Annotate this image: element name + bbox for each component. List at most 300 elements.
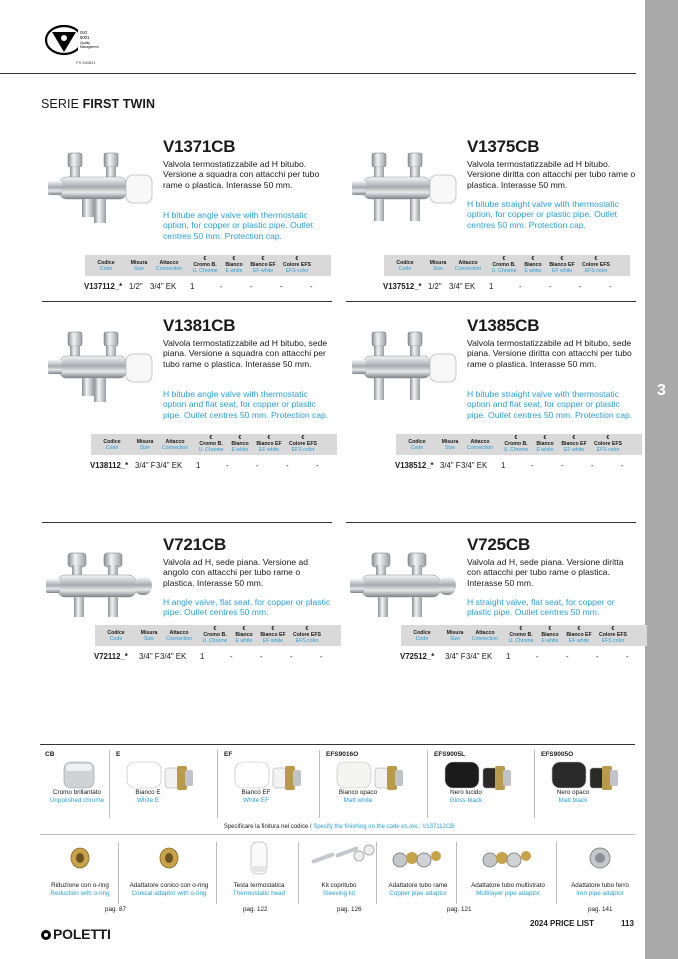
euro-symbol: € (543, 435, 547, 441)
product-description-en: H bitube straight valve with thermostatic option and flat seat, for copper or plastic pipe. Outlet centres 50 mm. Protection cap. (467, 389, 633, 420)
table-cell: 3/4" EK (461, 461, 488, 470)
finish-option (538, 748, 646, 818)
table-cell: 1 (506, 652, 511, 661)
table-cell: - (230, 652, 233, 661)
table-cell: - (549, 282, 552, 291)
euro-symbol: € (577, 626, 581, 632)
product-card (346, 535, 636, 708)
accessory-label (300, 882, 378, 897)
header-label-it: Bianco EF (256, 441, 282, 447)
header-label-en: Code (398, 266, 412, 272)
header-label-en: EF white (252, 268, 274, 274)
header-label-it: Bianco EF (250, 262, 276, 268)
finish-code: EFS9005O (541, 751, 574, 758)
header-label-en: Size (133, 266, 145, 272)
finish-separator (217, 750, 218, 818)
accessory-separator (298, 842, 299, 904)
page-reference: pag. 126 (337, 906, 362, 913)
header-label-en: Connection (155, 266, 183, 272)
header-label-it: Cromo B. (509, 632, 533, 638)
header-label-en: Connection (466, 445, 494, 451)
accessory-label-it: Adattatore tubo multistrato (471, 882, 545, 889)
header-label-en: EFS color (596, 447, 620, 453)
table-header-cell (532, 434, 558, 453)
table-cell: - (591, 461, 594, 470)
table-cell: 1 (489, 282, 494, 291)
header-label-en: E white (541, 638, 559, 644)
header-label-en: E white (536, 447, 554, 453)
header-label-en: Connection (471, 636, 499, 642)
header-label-en: U. Chrome (198, 447, 224, 453)
table-header-cell (137, 625, 161, 642)
table-header-cell (563, 625, 595, 644)
accessory-separator (456, 842, 457, 904)
accessory-item (378, 838, 458, 910)
table-header-cell (488, 255, 520, 274)
header-label-en: EF white (563, 447, 585, 453)
table-header-cell (462, 434, 498, 451)
spec-note-it: Specificare la finitura nel codice / (223, 824, 314, 830)
table-cell: - (320, 652, 323, 661)
euro-symbol: € (514, 435, 518, 441)
finish-label (538, 789, 608, 804)
header-label-it: Attacco (458, 260, 478, 266)
table-header-cell (450, 255, 486, 272)
header-label-en: EFS color (285, 268, 309, 274)
table-cell: - (290, 652, 293, 661)
accessory-label (558, 882, 642, 897)
table-cell: - (609, 282, 612, 291)
header-label-en: E white (231, 447, 249, 453)
product-description-it: Valvola termostatizzabile ad H bitubo, sede piana. Versione a squadra con attacchi per tubo rame o plastica. Interasse 50 mm. (163, 338, 328, 369)
table-cell: - (566, 652, 569, 661)
product-description-en: H bitube angle valve with thermostatic option and flat seat, for copper or plastic pipe. Outlet centres 50 mm. Protection cap. (163, 389, 329, 420)
header-label-it: Attacco (159, 260, 179, 266)
euro-symbol: € (548, 626, 552, 632)
header-label-it: Colore EFS (599, 632, 627, 638)
svg-text:ISO: ISO (80, 30, 88, 35)
header-label-en: U. Chrome (503, 447, 529, 453)
table-cell: V138112_* (90, 461, 129, 470)
table-header-cell (285, 434, 321, 453)
finish-option (113, 748, 221, 818)
product-code: V725CB (467, 535, 531, 554)
page-reference: pag. 121 (447, 906, 472, 913)
header-label-en: U. Chrome (192, 268, 218, 274)
accessory-label-it: Riduzione con o-ring (51, 882, 109, 889)
svg-text:Management: Management (80, 45, 99, 49)
header-label-it: Cromo B. (504, 441, 528, 447)
finish-separator (427, 750, 428, 818)
table-header-cell (95, 625, 137, 642)
product-description-en: H bitube angle valve with thermostatic option, for copper or plastic pipe. Outlet centres 50 mm. Protection cap. (163, 210, 313, 241)
accessory-separator (216, 842, 217, 904)
table-header-cell (199, 625, 231, 644)
table-cell: 1/2" (428, 282, 442, 291)
accessory-image (40, 840, 120, 880)
table-cell: 1 (196, 461, 201, 470)
finish-code: CB (45, 751, 55, 758)
table-header-cell (279, 255, 315, 274)
finish-label (113, 789, 183, 804)
finish-label-en: White E (136, 796, 160, 804)
table-cell: 3/4" EK (150, 282, 177, 291)
finish-label-it: Bianco opaco (338, 789, 378, 796)
header-label-it: Bianco EF (561, 441, 587, 447)
header-label-en: Connection (165, 636, 193, 642)
table-header-cell (161, 625, 197, 642)
cert-badge-icon (44, 22, 106, 60)
finish-spec-note (0, 824, 678, 830)
accessory-item (300, 838, 378, 910)
accessory-item (218, 838, 300, 910)
finish-label (431, 789, 501, 804)
price-table-header (384, 255, 630, 276)
accessory-label-en: Sleeving kit (322, 889, 356, 897)
header-label-it: Misura (441, 439, 459, 445)
accessory-item (558, 838, 642, 910)
table-header-cell (578, 255, 614, 274)
euro-symbol: € (238, 435, 242, 441)
table-header-cell (438, 434, 462, 451)
product-description-en: H angle valve, flat seat, for copper or plastic pipe. Outlet centres 50 mm. (163, 597, 331, 618)
header-label-it: Codice (408, 439, 426, 445)
accessory-label-en: Conical adaptor with o-ring (131, 889, 207, 897)
header-label-en: E white (225, 268, 243, 274)
product-description-it: Valvola termostatizzabile ad H bitubo, sede piana. Versione diritta con attacchi per tubo rame o plastica. Interasse 50 mm. (467, 338, 632, 369)
header-label-it: Attacco (165, 439, 185, 445)
table-cell: - (531, 461, 534, 470)
table-header-cell (253, 434, 285, 453)
table-header-cell (157, 434, 193, 451)
product-card (42, 535, 332, 708)
euro-symbol: € (594, 256, 598, 262)
table-header-cell (91, 434, 133, 451)
header-label-it: Bianco (541, 632, 559, 638)
table-cell: - (626, 652, 629, 661)
header-label-it: Attacco (470, 439, 490, 445)
euro-symbol: € (232, 256, 236, 262)
header-label-it: Codice (97, 260, 115, 266)
accessory-label-en: Multilayer pipe adaptor (476, 889, 540, 897)
accessory-label-it: Adattatore tubo rame (388, 882, 448, 889)
product-description-it: Valvola ad H, sede piana. Versione ad angolo con attacchi per tubo rame o plastica. Interasse 50 mm. (163, 557, 309, 588)
product-code: V721CB (163, 535, 227, 554)
table-header-cell (189, 255, 221, 274)
finish-separator (109, 750, 110, 818)
header-label-en: Connection (454, 266, 482, 272)
header-label-it: Bianco (225, 262, 243, 268)
table-cell: - (280, 282, 283, 291)
table-cell: V137112_* (84, 282, 123, 291)
page-number: 113 (621, 919, 634, 928)
finish-label-it: Bianco EF (241, 789, 271, 796)
table-header-cell (221, 255, 247, 274)
header-label-it: Bianco EF (549, 262, 575, 268)
table-cell: - (256, 461, 259, 470)
accessory-label-en: Thermostatic head (232, 889, 286, 897)
svg-text:Quality: Quality (80, 41, 90, 45)
euro-symbol: € (261, 256, 265, 262)
euro-symbol: € (560, 256, 564, 262)
accessory-label-it: Adattatore tubo ferro (571, 882, 629, 889)
header-label-it: Bianco (231, 441, 249, 447)
series-prefix: SERIE (41, 97, 83, 111)
product-code: V1385CB (467, 316, 540, 335)
product-description-it: Valvola ad H, sede piana. Versione diritta con attacchi per tubo rame o plastica. Interasse 50 mm. (467, 557, 624, 588)
spec-note-en: Specify the finishing on the code es./ex.: V137112CB (313, 824, 455, 830)
finish-label-it: Cromo brillantato (53, 789, 101, 796)
finish-code: EFS9005L (434, 751, 466, 758)
accessory-label (458, 882, 558, 897)
finish-code: E (116, 751, 121, 758)
header-label-it: Colore EFS (283, 262, 311, 268)
table-cell: - (596, 652, 599, 661)
brand-mark-icon (41, 930, 51, 940)
header-label-en: EF white (262, 638, 284, 644)
header-label-it: Codice (413, 630, 431, 636)
table-cell: 1 (190, 282, 195, 291)
header-label-it: Cromo B. (203, 632, 227, 638)
series-title (41, 97, 155, 111)
brand-logo (41, 926, 111, 942)
accessory-label-en: Copper pipe adaptor (389, 889, 447, 897)
accessories-divider (40, 834, 635, 835)
accessory-label (120, 882, 218, 897)
header-label-it: Bianco (524, 262, 542, 268)
header-label-en: Code (109, 636, 123, 642)
table-header-cell (257, 625, 289, 644)
accessory-image (300, 840, 378, 880)
header-label-en: EF white (568, 638, 590, 644)
product-divider (346, 522, 636, 523)
header-label-it: Bianco (235, 632, 253, 638)
table-cell: - (519, 282, 522, 291)
header-label-en: U. Chrome (202, 638, 228, 644)
table-cell: - (310, 282, 313, 291)
table-header-cell (289, 625, 325, 644)
valve-image (42, 324, 162, 419)
price-table-header (396, 434, 642, 455)
cert-caption: FS 559831 (76, 60, 96, 65)
accessory-item (40, 838, 120, 910)
table-cell: - (226, 461, 229, 470)
price-table-header (401, 625, 647, 646)
euro-symbol: € (305, 626, 309, 632)
accessory-label-en: Reduction with o-ring (50, 889, 110, 897)
valve-image (346, 324, 466, 419)
accessory-image (378, 840, 458, 880)
header-label-en: U. Chrome (508, 638, 534, 644)
table-cell: 3/4" EK (160, 652, 187, 661)
finish-separator (319, 750, 320, 818)
table-cell: 3/4" F (135, 461, 156, 470)
accessory-label (40, 882, 120, 897)
certification-logo (44, 22, 106, 65)
header-label-it: Colore EFS (289, 441, 317, 447)
table-cell: V137512_* (383, 282, 422, 291)
finish-label (221, 789, 291, 804)
finishes-divider (40, 744, 635, 745)
accessory-label-it: Testa termostatica (233, 882, 285, 889)
finish-label-en: Matt black (558, 796, 588, 804)
table-cell: - (579, 282, 582, 291)
table-cell: - (316, 461, 319, 470)
table-header-cell (537, 625, 563, 644)
accessory-image (458, 840, 558, 880)
header-label-en: E white (524, 268, 542, 274)
header-label-it: Cromo B. (492, 262, 516, 268)
table-cell: - (561, 461, 564, 470)
table-cell: 3/4" F (440, 461, 461, 470)
header-label-it: Misura (446, 630, 464, 636)
table-cell: V72112_* (94, 652, 128, 661)
header-label-en: EF white (551, 268, 573, 274)
table-header-cell (231, 625, 257, 644)
header-label-en: Code (105, 445, 119, 451)
header-label-en: EFS color (295, 638, 319, 644)
series-name: FIRST TWIN (82, 97, 156, 111)
header-label-en: Size (449, 636, 461, 642)
product-description-en: H bitube straight valve with thermostatic option, for copper or plastic pipe. Outlet centres 50 mm. Protection cap. (467, 199, 619, 230)
accessory-image (120, 840, 218, 880)
euro-symbol: € (203, 256, 207, 262)
euro-symbol: € (209, 435, 213, 441)
header-label-it: Misura (130, 260, 148, 266)
table-cell: V72512_* (400, 652, 435, 661)
header-label-en: U. Chrome (491, 268, 517, 274)
header-label-it: Codice (107, 630, 125, 636)
table-cell: - (286, 461, 289, 470)
table-cell: 3/4" F (445, 652, 466, 661)
accessory-label (378, 882, 458, 897)
accessory-separator (556, 842, 557, 904)
price-table-header (95, 625, 341, 646)
finish-label-it: Bianco E (135, 789, 161, 796)
price-table-header (85, 255, 331, 276)
accessory-image (558, 840, 642, 880)
finish-label-it: Nero opaco (556, 789, 590, 796)
table-header-cell (443, 625, 467, 642)
accessory-label (218, 882, 300, 897)
finish-separator (534, 750, 535, 818)
page-reference: pag. 122 (243, 906, 268, 913)
valve-image (346, 543, 466, 638)
table-cell: 3/4" F (139, 652, 160, 661)
euro-symbol: € (271, 626, 275, 632)
header-label-en: Size (143, 636, 155, 642)
table-header-cell (151, 255, 187, 272)
header-label-it: Colore EFS (293, 632, 321, 638)
euro-symbol: € (267, 435, 271, 441)
table-header-cell (195, 434, 227, 453)
table-header-cell (247, 255, 279, 274)
table-cell: 1/2" (129, 282, 143, 291)
header-label-it: Cromo B. (193, 262, 217, 268)
header-label-it: Colore EFS (594, 441, 622, 447)
accessory-label-it: Kit copritubo (321, 882, 357, 889)
table-header-cell (558, 434, 590, 453)
table-header-cell (595, 625, 631, 644)
accessory-separator (376, 842, 377, 904)
finish-label-en: Matt white (343, 796, 373, 804)
header-label-it: Codice (396, 260, 414, 266)
table-header-cell (505, 625, 537, 644)
header-label-it: Misura (429, 260, 447, 266)
header-label-en: Code (99, 266, 113, 272)
product-description-it: Valvola termostatizzabile ad H bitubo. Versione a squadra con attacchi per tubo rame o plastica. Interasse 50 mm. (163, 159, 320, 190)
header-label-it: Bianco (536, 441, 554, 447)
product-code: V1375CB (467, 137, 540, 156)
table-cell: - (260, 652, 263, 661)
header-label-en: Code (410, 445, 424, 451)
valve-image (346, 145, 466, 240)
finish-option (323, 748, 431, 818)
finish-label (323, 789, 393, 804)
table-header-cell (546, 255, 578, 274)
header-label-en: EFS color (601, 638, 625, 644)
header-label-it: Colore EFS (582, 262, 610, 268)
euro-symbol: € (301, 435, 305, 441)
table-header-cell (467, 625, 503, 642)
table-header-cell (127, 255, 151, 272)
table-cell: 3/4" EK (156, 461, 183, 470)
finish-label-en: White EF (243, 796, 269, 804)
finish-label-en: Gloss black (449, 796, 483, 804)
euro-symbol: € (611, 626, 615, 632)
chapter-tab (645, 0, 678, 959)
header-label-en: Size (432, 266, 444, 272)
header-label-en: Connection (161, 445, 189, 451)
table-header-cell (384, 255, 426, 272)
table-header-cell (401, 625, 443, 642)
svg-text:9001: 9001 (80, 35, 90, 40)
header-label-en: EF white (258, 447, 280, 453)
table-header-cell (227, 434, 253, 453)
euro-symbol: € (531, 256, 535, 262)
finish-option (431, 748, 539, 818)
table-cell: 3/4" EK (449, 282, 476, 291)
chapter-number: 3 (657, 382, 666, 399)
page-reference: pag. 87 (105, 906, 127, 913)
accessory-image (218, 840, 300, 880)
page-reference: pag. 141 (588, 906, 613, 913)
table-header-cell (500, 434, 532, 453)
header-label-it: Bianco EF (566, 632, 592, 638)
euro-symbol: € (519, 626, 523, 632)
header-label-en: Size (139, 445, 151, 451)
table-cell: 3/4" EK (466, 652, 493, 661)
table-header-cell (590, 434, 626, 453)
header-label-en: Code (415, 636, 429, 642)
brand-name: POLETTI (53, 926, 111, 942)
table-header-cell (133, 434, 157, 451)
product-description-it: Valvola termostatizzabile ad H bitubo. Versione diritta con attacchi per tubo rame o plastica. Interasse 50 mm. (467, 159, 636, 190)
header-label-it: Cromo B. (199, 441, 223, 447)
euro-symbol: € (606, 435, 610, 441)
table-cell: 1 (200, 652, 205, 661)
table-cell: - (536, 652, 539, 661)
header-label-en: Size (444, 445, 456, 451)
header-label-en: EFS color (291, 447, 315, 453)
header-label-it: Attacco (169, 630, 189, 636)
euro-symbol: € (295, 256, 299, 262)
table-cell: 1 (501, 461, 506, 470)
finish-option (221, 748, 329, 818)
product-code: V1371CB (163, 137, 236, 156)
header-divider (0, 73, 636, 74)
table-header-cell (396, 434, 438, 451)
